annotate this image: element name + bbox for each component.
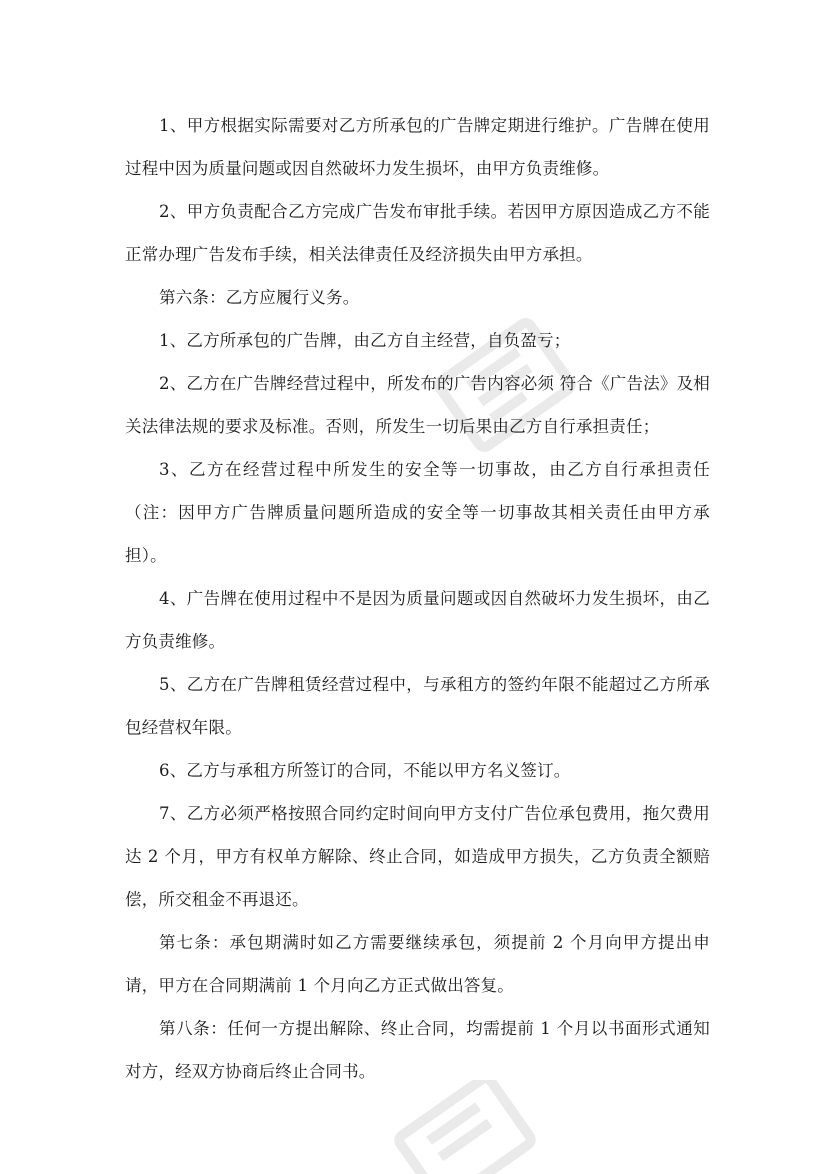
paragraph: 6、乙方与承租方所签订的合同，不能以甲方名义签订。 (159, 761, 571, 780)
article-paragraph: 第八条：任何一方提出解除、终止合同，均需提前 1 个月以书面形式通知对方，经双方协商后终止合同书。 (125, 1019, 710, 1081)
paragraph: 2、乙方在广告牌经营过程中，所发布的广告内容必须 符合《广告法》及相关法律法规的要求及标准。否则，所发生一切后果由乙方自行承担责任； (125, 374, 710, 436)
paragraph: 3、乙方在经营过程中所发生的安全等一切事故，由乙方自行承担责任（注：因甲方广告牌质量问题所造成的安全等一切事故其相关责任由甲方承担）。 (125, 460, 710, 565)
paragraph: 2、甲方负责配合乙方完成广告发布审批手续。若因甲方原因造成乙方不能正常办理广告发布手续，相关法律责任及经济损失由甲方承担。 (125, 202, 710, 264)
watermark-logo-icon (380, 1080, 550, 1174)
paragraph: 7、乙方必须严格按照合同约定时间向甲方支付广告位承包费用，拖欠费用达 2 个月，甲方有权单方解除、终止合同，如造成甲方损失，乙方负责全额赔偿，所交租金不再退还。 (125, 804, 710, 909)
article-paragraph: 第七条：承包期满时如乙方需要继续承包，须提前 2 个月向甲方提出申请，甲方在合同期满前 1 个月向乙方正式做出答复。 (125, 933, 710, 995)
paragraph: 1、乙方所承包的广告牌，由乙方自主经营，自负盈亏； (159, 331, 571, 350)
document-body (125, 104, 710, 1093)
article-heading: 第六条：乙方应履行义务。 (159, 288, 360, 307)
paragraph: 1、甲方根据实际需要对乙方所承包的广告牌定期进行维护。广告牌在使用过程中因为质量问题或因自然破坏力发生损坏，由甲方负责维修。 (125, 116, 710, 178)
paragraph: 4、广告牌在使用过程中不是因为质量问题或因自然破坏力发生损坏，由乙方负责维修。 (125, 589, 710, 651)
paragraph: 5、乙方在广告牌租赁经营过程中，与承租方的签约年限不能超过乙方所承包经营权年限。 (125, 675, 710, 737)
